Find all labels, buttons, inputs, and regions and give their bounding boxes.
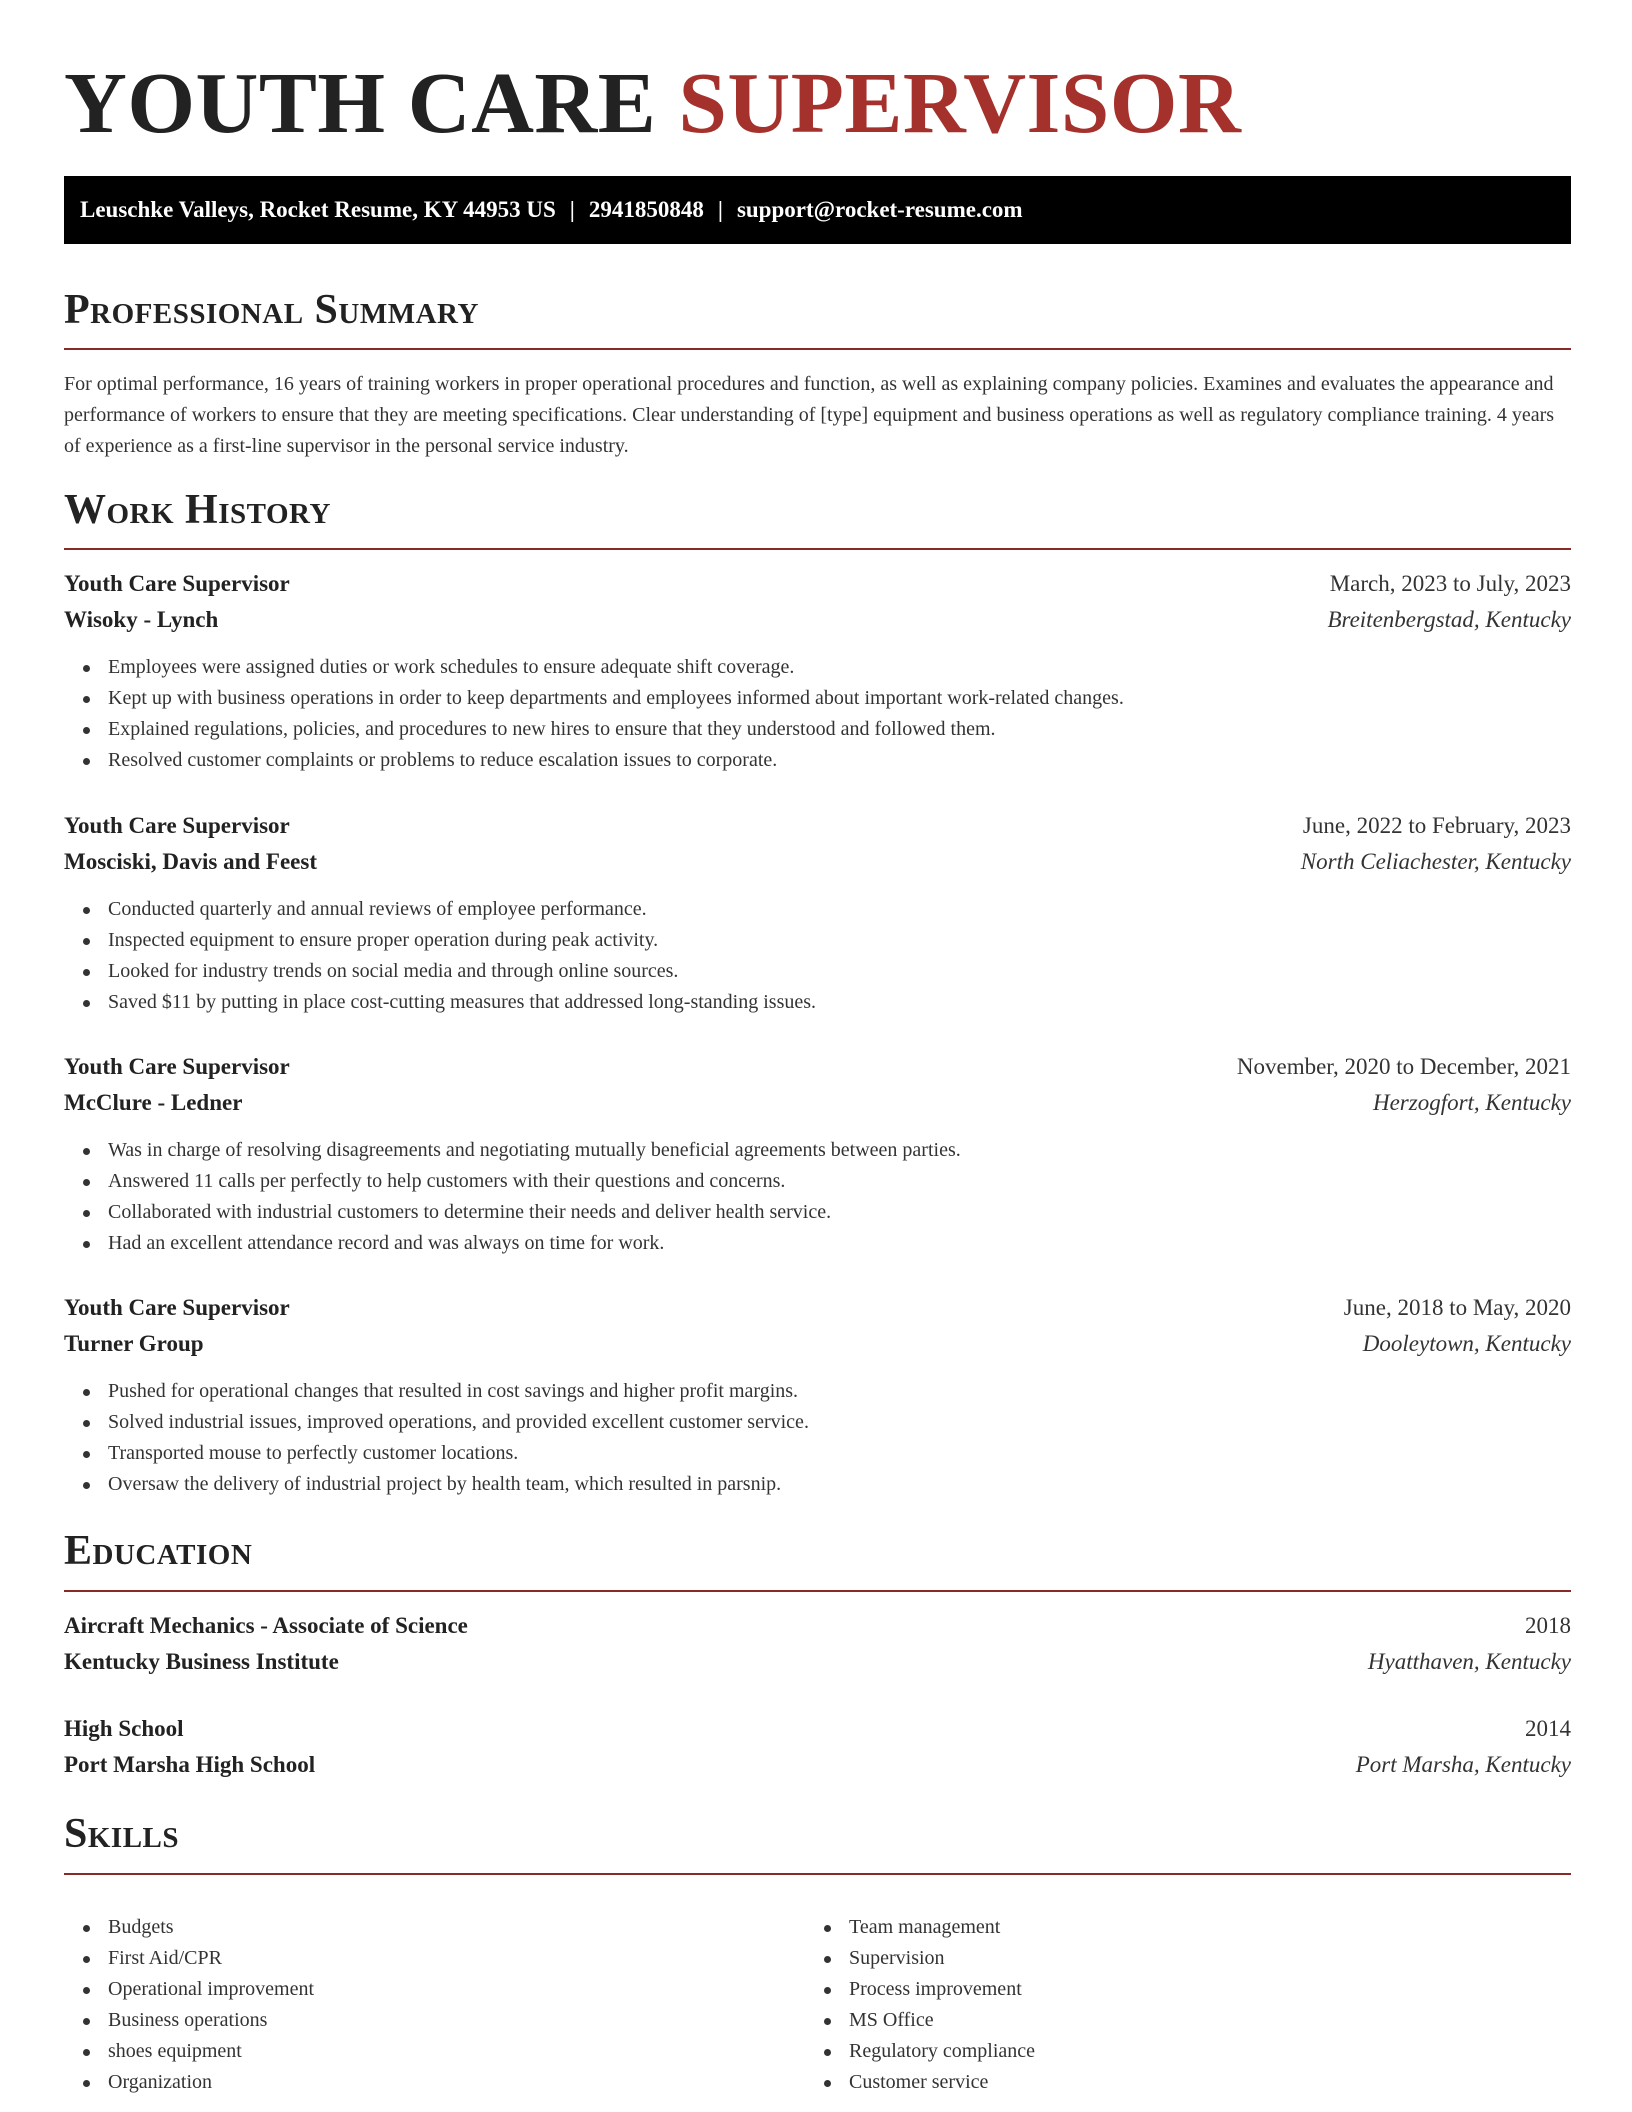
contact-phone[interactable]: 2941850848: [588, 197, 704, 222]
skill-item: Process improvement: [805, 1974, 1545, 2005]
job-entry: [64, 566, 1571, 776]
job-location: Herzogfort, Kentucky: [1372, 1090, 1571, 1115]
job-entry: [64, 1049, 1571, 1259]
contact-separator: |: [717, 197, 723, 222]
section-title-summary: Professional Summary: [64, 287, 479, 333]
job-bullets: [64, 894, 1571, 1018]
job-title-row: [64, 566, 1571, 602]
skill-item: Customer service: [805, 2067, 1545, 2098]
job-bullets: [64, 652, 1571, 776]
skills-bullets: [64, 1912, 804, 2098]
job-company: McClure - Ledner: [64, 1090, 243, 1115]
job-bullet: Solved industrial issues, improved operations, and provided excellent customer service.: [64, 1407, 1571, 1438]
job-dates: June, 2022 to February, 2023: [1302, 813, 1571, 838]
job-title-row: [64, 1049, 1571, 1085]
job-bullet: Oversaw the delivery of industrial project by health team, which resulted in parsnip.: [64, 1469, 1571, 1500]
skill-item: Operational improvement: [64, 1974, 804, 2005]
job-location: North Celiachester, Kentucky: [1300, 849, 1571, 874]
job-bullet: Inspected equipment to ensure proper operation during peak activity.: [64, 925, 1571, 956]
skills-bullets: [805, 1912, 1545, 2098]
education-degree-row: [64, 1711, 1571, 1747]
job-company: Mosciski, Davis and Feest: [64, 849, 317, 874]
skill-item: shoes equipment: [64, 2036, 804, 2067]
job-location: Dooleytown, Kentucky: [1362, 1331, 1571, 1356]
education-degree-row: [64, 1608, 1571, 1644]
job-company-row: [64, 1326, 1571, 1362]
section-divider: [64, 548, 1571, 550]
skills-column-left: [64, 1912, 804, 2098]
job-bullet: Looked for industry trends on social media and through online sources.: [64, 956, 1571, 987]
section-divider: [64, 1873, 1571, 1875]
job-dates: June, 2018 to May, 2020: [1343, 1295, 1571, 1320]
job-bullet: Pushed for operational changes that resulted in cost savings and higher profit margins.: [64, 1376, 1571, 1407]
job-entry: [64, 1290, 1571, 1500]
job-bullet: Collaborated with industrial customers to determine their needs and deliver health service.: [64, 1197, 1571, 1228]
skill-item: MS Office: [805, 2005, 1545, 2036]
education-year: 2018: [1525, 1613, 1571, 1638]
education-year: 2014: [1525, 1716, 1571, 1741]
education-location: Port Marsha, Kentucky: [1355, 1752, 1571, 1777]
job-title: Youth Care Supervisor: [64, 1295, 290, 1320]
contact-bar: [64, 176, 1571, 244]
section-title-education: Education: [64, 1528, 253, 1574]
skill-item: Supervision: [805, 1943, 1545, 1974]
job-company-row: [64, 1085, 1571, 1121]
job-dates: March, 2023 to July, 2023: [1329, 571, 1571, 596]
job-bullet: Was in charge of resolving disagreements and negotiating mutually beneficial agreements between parties.: [64, 1135, 1571, 1166]
education-degree: High School: [64, 1716, 184, 1741]
name-first: YOUTH CARE: [64, 54, 657, 151]
section-title-work-history: Work History: [64, 487, 331, 533]
name-second: SUPERVISOR: [678, 54, 1242, 151]
section-divider: [64, 348, 1571, 350]
job-company-row: [64, 844, 1571, 880]
education-school-row: [64, 1747, 1571, 1783]
job-entry: [64, 808, 1571, 1018]
section-title-skills: Skills: [64, 1811, 180, 1857]
contact-address: Leuschke Valleys, Rocket Resume, KY 44953 US: [80, 197, 556, 222]
contact-email[interactable]: support@rocket-resume.com: [736, 197, 1023, 222]
skill-item: Business operations: [64, 2005, 804, 2036]
resume-name: [64, 54, 1571, 151]
job-bullets: [64, 1376, 1571, 1500]
skill-item: Budgets: [64, 1912, 804, 1943]
job-title: Youth Care Supervisor: [64, 571, 290, 596]
job-bullets: [64, 1135, 1571, 1259]
skill-item: First Aid/CPR: [64, 1943, 804, 1974]
job-bullet: Resolved customer complaints or problems to reduce escalation issues to corporate.: [64, 745, 1571, 776]
job-location: Breitenbergstad, Kentucky: [1327, 607, 1571, 632]
job-bullet: Had an excellent attendance record and was always on time for work.: [64, 1228, 1571, 1259]
summary-text: For optimal performance, 16 years of training workers in proper operational procedures and function, as well as explaining company policies. Examines and evaluates the appearance and performance of workers to ensure that they are meeting specifications. Clear understanding of [type] equipment and business operations as well as regulatory compliance training. 4 years of experience as a first-line supervisor in the personal service industry.: [64, 373, 1555, 457]
job-bullet: Transported mouse to perfectly customer locations.: [64, 1438, 1571, 1469]
job-title: Youth Care Supervisor: [64, 813, 290, 838]
resume-page: [64, 0, 1571, 2093]
skill-item: Regulatory compliance: [805, 2036, 1545, 2067]
education-school: Kentucky Business Institute: [64, 1649, 339, 1674]
education-school-row: [64, 1644, 1571, 1680]
job-title: Youth Care Supervisor: [64, 1054, 290, 1079]
job-title-row: [64, 1290, 1571, 1326]
contact-separator: |: [569, 197, 575, 222]
job-bullet: Conducted quarterly and annual reviews of employee performance.: [64, 894, 1571, 925]
education-entry: [64, 1608, 1571, 1680]
job-bullet: Employees were assigned duties or work schedules to ensure adequate shift coverage.: [64, 652, 1571, 683]
job-bullet: Saved $11 by putting in place cost-cutting measures that addressed long-standing issues.: [64, 987, 1571, 1018]
job-title-row: [64, 808, 1571, 844]
education-entry: [64, 1711, 1571, 1783]
skill-item: Organization: [64, 2067, 804, 2098]
education-degree: Aircraft Mechanics - Associate of Science: [64, 1613, 468, 1638]
job-company: Turner Group: [64, 1331, 204, 1356]
skill-item: Team management: [805, 1912, 1545, 1943]
job-company-row: [64, 602, 1571, 638]
job-bullet: Explained regulations, policies, and procedures to new hires to ensure that they understood and followed them.: [64, 714, 1571, 745]
job-company: Wisoky - Lynch: [64, 607, 219, 632]
job-bullet: Answered 11 calls per perfectly to help customers with their questions and concerns.: [64, 1166, 1571, 1197]
skills-column-right: [805, 1912, 1545, 2098]
job-dates: November, 2020 to December, 2021: [1236, 1054, 1571, 1079]
job-bullet: Kept up with business operations in order to keep departments and employees informed about important work-related changes.: [64, 683, 1571, 714]
education-school: Port Marsha High School: [64, 1752, 316, 1777]
section-divider: [64, 1590, 1571, 1592]
education-location: Hyatthaven, Kentucky: [1367, 1649, 1571, 1674]
